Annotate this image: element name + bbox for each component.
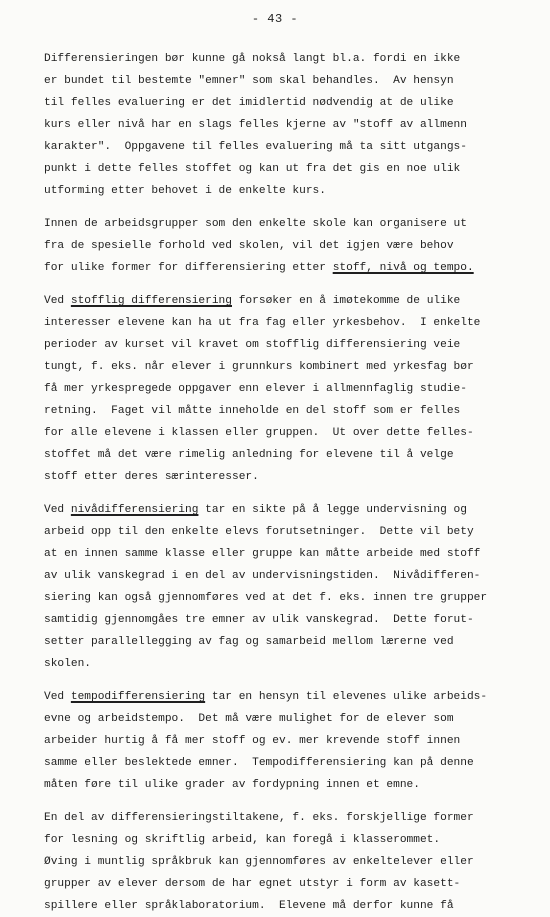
text-line xyxy=(44,312,524,334)
text-segment: tungt, f. eks. når elever i grunnkurs kombinert med yrkesfag bør xyxy=(44,361,474,373)
text-segment: stoff etter deres særinteresser. xyxy=(44,471,259,483)
text-line xyxy=(44,92,524,114)
text-segment: for ulike former for differensiering etter xyxy=(44,262,333,274)
text-line xyxy=(44,873,524,895)
text-segment: Differensieringen bør kunne gå nokså langt bl.a. fordi en ikke xyxy=(44,53,461,65)
paragraph xyxy=(44,48,524,202)
text-line xyxy=(44,565,524,587)
text-line xyxy=(44,631,524,653)
text-segment: tar en sikte på å legge undervisning og xyxy=(198,504,467,516)
text-segment: tar en hensyn til elevenes ulike arbeids- xyxy=(205,691,488,703)
text-segment: er bundet til bestemte "emner" som skal behandles. Av hensyn xyxy=(44,75,454,87)
text-line xyxy=(44,290,524,312)
text-segment: måten føre til ulike grader av fordypning innen et emne. xyxy=(44,779,420,791)
text-line xyxy=(44,829,524,851)
text-segment: kurs eller nivå har en slags felles kjerne av "stoff av allmenn xyxy=(44,119,467,131)
text-segment: for lesning og skriftlig arbeid, kan foregå i klasserommet. xyxy=(44,834,441,846)
text-segment: arbeider hurtig å få mer stoff og ev. mer krevende stoff innen xyxy=(44,735,461,747)
text-segment: forsøker en å imøtekomme de ulike xyxy=(232,295,461,307)
text-segment: punkt i dette felles stoffet og kan ut fra det gis en noe ulik xyxy=(44,163,461,175)
text-line xyxy=(44,136,524,158)
text-line xyxy=(44,499,524,521)
underlined-term: stofflig differensiering xyxy=(70,295,232,307)
text-segment: Ved xyxy=(44,504,71,516)
text-line xyxy=(44,378,524,400)
text-segment: for alle elevene i klassen eller gruppen. Ut over dette felles- xyxy=(44,427,474,439)
text-line xyxy=(44,213,524,235)
text-segment: interesser elevene kan ha ut fra fag eller yrkesbehov. I enkelte xyxy=(44,317,481,329)
paragraph-gap xyxy=(44,675,524,686)
text-segment: til felles evaluering er det imidlertid nødvendig at de ulike xyxy=(44,97,454,109)
text-line xyxy=(44,521,524,543)
text-line xyxy=(44,730,524,752)
text-segment: samme eller beslektede emner. Tempodifferensiering kan på denne xyxy=(44,757,474,769)
text-line xyxy=(44,543,524,565)
text-line xyxy=(44,752,524,774)
text-segment: spillere eller språklaboratorium. Elevene må derfor kunne få xyxy=(44,900,454,912)
text-line xyxy=(44,653,524,675)
underlined-term: tempodifferensiering xyxy=(70,691,206,703)
underlined-term: stoff, nivå og tempo. xyxy=(332,262,474,274)
paragraph-gap xyxy=(44,796,524,807)
text-line xyxy=(44,587,524,609)
paragraph xyxy=(44,290,524,488)
text-segment: få mer yrkespregede oppgaver enn elever i allmennfaglig studie- xyxy=(44,383,467,395)
paragraph xyxy=(44,686,524,796)
text-segment: utforming etter behovet i de enkelte kurs. xyxy=(44,185,326,197)
text-segment: skolen. xyxy=(44,658,91,670)
text-segment: samtidig gjennomgåes tre emner av ulik vanskegrad. Dette forut- xyxy=(44,614,474,626)
text-segment: Ved xyxy=(44,691,71,703)
text-segment: karakter". Oppgavene til felles evaluering må ta sitt utgangs- xyxy=(44,141,467,153)
text-line xyxy=(44,334,524,356)
text-line xyxy=(44,356,524,378)
text-line xyxy=(44,400,524,422)
text-segment: Innen de arbeidsgrupper som den enkelte skole kan organisere ut xyxy=(44,218,467,230)
underlined-term: nivådifferensiering xyxy=(70,504,199,516)
text-line xyxy=(44,235,524,257)
text-line xyxy=(44,807,524,829)
text-line xyxy=(44,774,524,796)
text-segment: arbeid opp til den enkelte elevs forutsetninger. Dette vil bety xyxy=(44,526,474,538)
page-number: - 43 - xyxy=(251,12,299,26)
text-segment: at en innen samme klasse eller gruppe kan måtte arbeide med stoff xyxy=(44,548,481,560)
text-line xyxy=(44,686,524,708)
text-segment: siering kan også gjennomføres ved at det f. eks. innen tre grupper xyxy=(44,592,488,604)
paragraph xyxy=(44,213,524,279)
text-line xyxy=(44,158,524,180)
text-line xyxy=(44,609,524,631)
text-segment: av ulik vanskegrad i en del av undervisningstiden. Nivådifferen- xyxy=(44,570,481,582)
text-line xyxy=(44,851,524,873)
text-line xyxy=(44,180,524,202)
text-line xyxy=(44,70,524,92)
text-segment: perioder av kurset vil kravet om stofflig differensiering veie xyxy=(44,339,461,351)
text-segment: fra de spesielle forhold ved skolen, vil det igjen være behov xyxy=(44,240,454,252)
text-segment: grupper av elever dersom de har egnet utstyr i form av kasett- xyxy=(44,878,461,890)
text-segment: evne og arbeidstempo. Det må være mulighet for de elever som xyxy=(44,713,454,725)
text-segment: setter parallellegging av fag og samarbeid mellom lærerne ved xyxy=(44,636,454,648)
text-segment: stoffet må det være rimelig anledning for elevene til å velge xyxy=(44,449,454,461)
paragraph-gap xyxy=(44,202,524,213)
text-line xyxy=(44,708,524,730)
body-text xyxy=(44,48,524,917)
text-segment: Øving i muntlig språkbruk kan gjennomføres av enkeltelever eller xyxy=(44,856,474,868)
paragraph xyxy=(44,499,524,675)
text-segment: retning. Faget vil måtte inneholde en del stoff som er felles xyxy=(44,405,461,417)
paragraph-gap xyxy=(44,279,524,290)
text-line xyxy=(44,466,524,488)
text-line xyxy=(44,895,524,917)
text-line xyxy=(44,422,524,444)
text-line xyxy=(44,48,524,70)
text-segment: Ved xyxy=(44,295,71,307)
text-line xyxy=(44,257,524,279)
text-line xyxy=(44,114,524,136)
text-segment: En del av differensieringstiltakene, f. eks. forskjellige former xyxy=(44,812,474,824)
paragraph xyxy=(44,807,524,917)
paragraph-gap xyxy=(44,488,524,499)
text-line xyxy=(44,444,524,466)
